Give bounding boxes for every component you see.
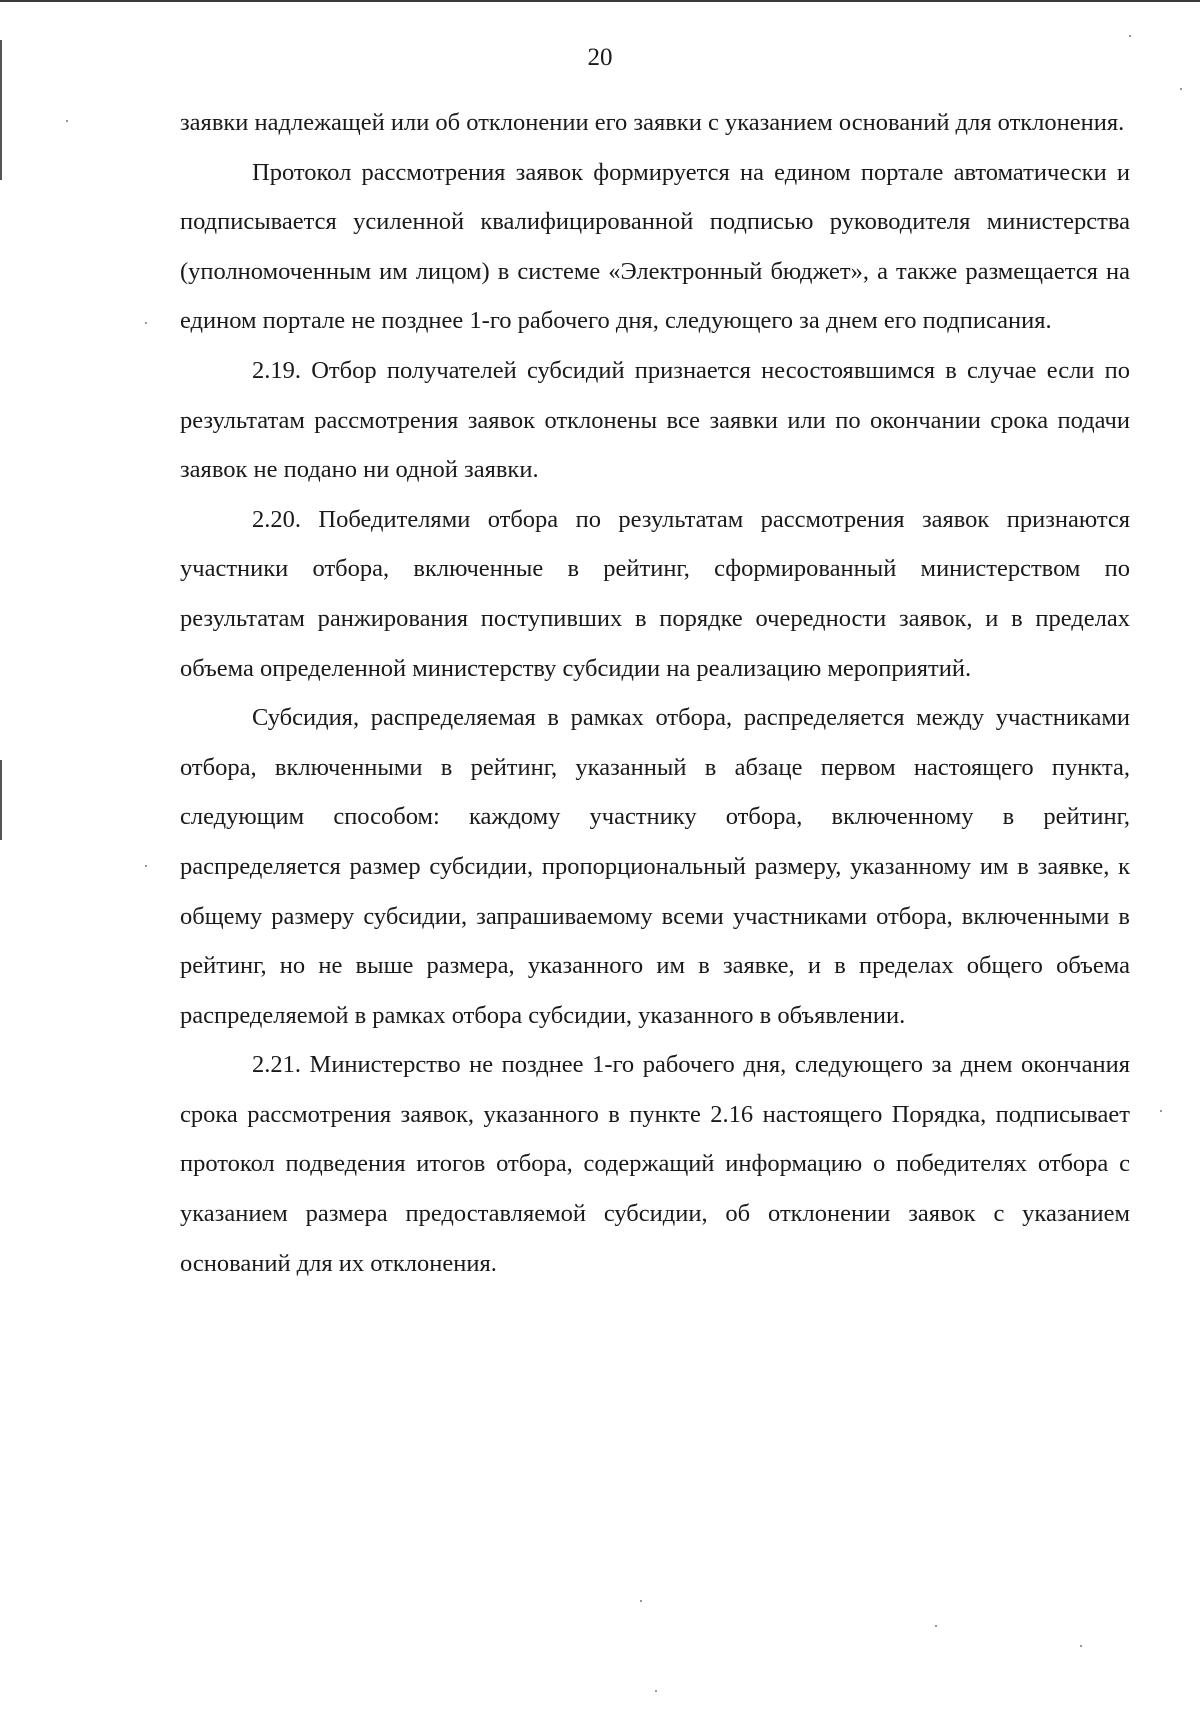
scan-border-top (0, 0, 1200, 2)
paragraph: 2.21. Министерство не позднее 1-го рабочего дня, следующего за днем окончания срока рассмотрения заявок, указанного в пункте 2.16 настоящего Порядка, подписывает протокол подведения итогов отбора, содержащий информацию о победителях отбора с указанием размера предоставляемой субсидии, об отклонении заявок с указанием оснований для их отклонения. (180, 1051, 1130, 1277)
scan-speck (1129, 35, 1131, 37)
paragraph: Субсидия, распределяемая в рамках отбора, распределяется между участниками отбора, включенными в рейтинг, указанный в абзаце первом настоящего пункта, следующим способом: каждому участнику отбора, включенному в рейтинг, распределяется размер субсидии, пропорциональный размеру, указанному им в заявке, к общему размеру субсидии, запрашиваемому всеми участниками отбора, включенными в рейтинг, но не выше размера, указанного им в заявке, и в пределах общего объема распределяемой в рамках отбора субсидии, указанного в объявлении. (180, 704, 1130, 1029)
scan-speck (935, 1625, 937, 1627)
scan-border-left (0, 760, 2, 840)
scan-speck (145, 865, 147, 867)
page-number: 20 (587, 44, 613, 71)
scan-speck (655, 1690, 657, 1692)
scan-speck (640, 1600, 642, 1602)
scan-speck (145, 322, 147, 324)
scan-speck (66, 120, 68, 122)
scan-speck (1180, 88, 1182, 90)
paragraph: заявки надлежащей или об отклонении его заявки с указанием оснований для отклонения. (180, 109, 1125, 136)
paragraph: 2.20. Победителями отбора по результатам рассмотрения заявок признаются участники отбора, включенные в рейтинг, сформированный министерством по результатам ранжирования поступивших в порядке очередности заявок, и в пределах объема определенной министерству субсидии на реализацию мероприятий. (180, 505, 1130, 682)
paragraph: Протокол рассмотрения заявок формируется на едином портале автоматически и подписывается усиленной квалифицированной подписью руководителя министерства (уполномоченным им лицом) в системе «Электронный бюджет», а также размещается на едином портале не позднее 1-го рабочего дня, следующего за днем его подписания. (180, 158, 1130, 335)
scan-speck (1160, 1110, 1162, 1112)
document-body (180, 98, 1130, 1288)
scan-speck (1080, 1645, 1082, 1647)
paragraph: 2.19. Отбор получателей субсидий признается несостоявшимся в случае если по результатам рассмотрения заявок отклонены все заявки или по окончании срока подачи заявок не подано ни одной заявки. (180, 356, 1130, 484)
